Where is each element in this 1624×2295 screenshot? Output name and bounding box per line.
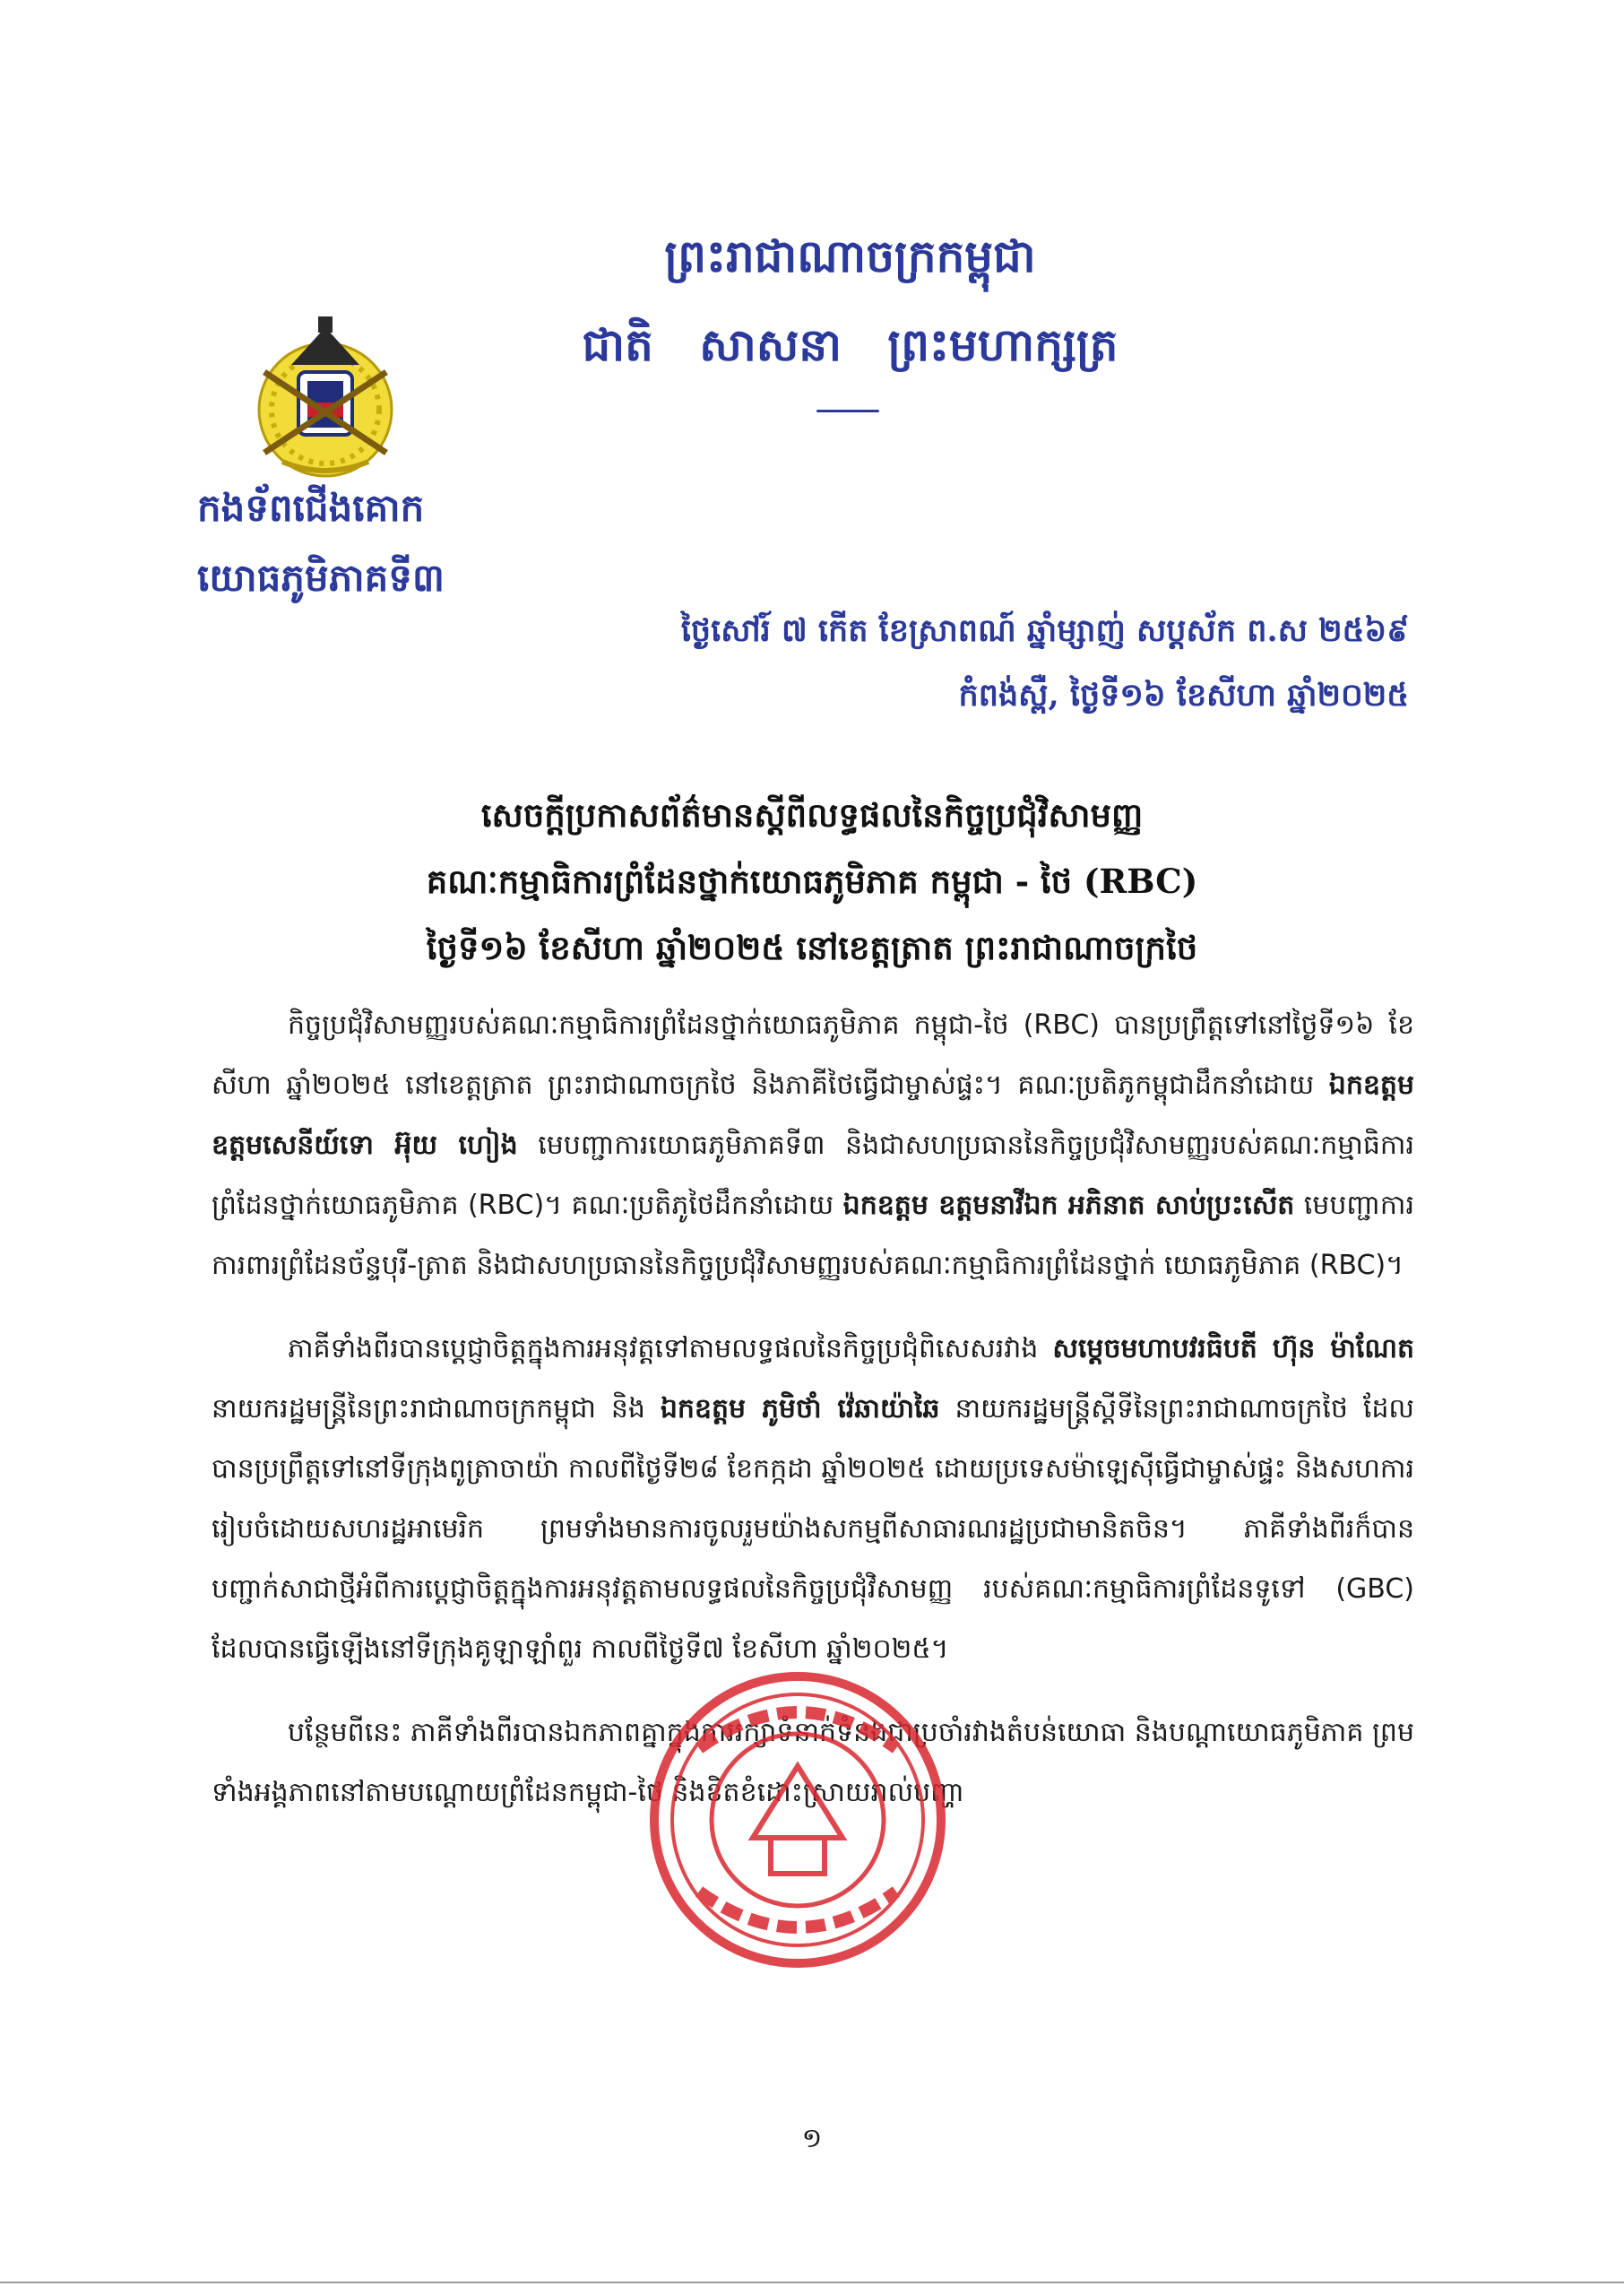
kingdom-name: ព្រះរាជាណាចក្រកម្ពុជា: [664, 230, 1036, 282]
page-number: ១: [801, 2123, 823, 2154]
solar-date: កំពង់ស្ពឺ, ថ្ងៃទី១៦ ខែសីហា ឆ្នាំ២០២៥: [958, 677, 1409, 714]
unit-region: យោធភូមិភាគទី៣: [197, 556, 445, 600]
paragraph-3: បន្ថែមពីនេះ ភាគីទាំងពីរបានឯកភាពគ្នាក្នុងការរក្សាទំនាក់ទំនងជាប្រចាំរវាងតំបន់យោធា និងបណ្តាយោធភូមិភាគ ព្រមទាំងអង្គភាពនៅតាមបណ្តោយព្រំដែនកម្ពុជា-ថៃ និងខិតខំដោះស្រាយរាល់បញ្ហា: [212, 1717, 1414, 1808]
issuing-unit: [197, 473, 445, 613]
paragraph-1: [212, 995, 1414, 1295]
title-line-1: សេចក្តីប្រកាសព័ត៌មានស្តីពីលទ្ធផលនៃកិច្ចប្រជុំវិសាមញ្ញ: [480, 795, 1144, 835]
paragraph-2-text-a: ភាគីទាំងពីរបានប្តេជ្ញាចិត្តក្នុងការអនុវត្តទៅតាមលទ្ធផលនៃកិច្ចប្រជុំពិសេសរវាង: [288, 1333, 1053, 1364]
paragraph-2-text-b: នាយករដ្ឋមន្ត្រីនៃព្រះរាជាណាចក្រកម្ពុជា និង: [212, 1393, 661, 1425]
paragraph-2-name-cambodia-pm: សម្តេចមហាបវរធិបតី ហ៊ុន ម៉ាណែត: [1052, 1333, 1415, 1364]
paragraph-1-text-c: មេបញ្ជាការការពារព្រំដែនច័ន្ទបុរី-ត្រាត និងជាសហប្រធាននៃកិច្ចប្រជុំវិសាមញ្ញរបស់គណៈកម្មាធិការព្រំដែនថ្នាក់ យោធភូមិភាគ (RBC)។: [212, 1190, 1414, 1281]
paragraph-1-text-b: មេបញ្ជាការយោធភូមិភាគទី៣ និងជាសហប្រធាននៃកិច្ចប្រជុំវិសាមញ្ញរបស់គណៈកម្មាធិការព្រំដែនថ្នាក់យោធភូមិភាគ (RBC)។ គណៈប្រតិភូថៃដឹកនាំដោយ: [212, 1130, 1414, 1221]
official-seal-icon: [645, 1667, 950, 1972]
document-date: [602, 599, 1409, 728]
title-line-2: គណៈកម្មាធិការព្រំដែនថ្នាក់យោធភូមិភាគ កម្ពុជា - ថៃ (RBC): [426, 862, 1198, 901]
national-motto: ជាតិ សាសនា ព្រះមហាក្សត្រ: [582, 318, 1119, 371]
paragraph-2-name-thailand-pm: ឯកឧត្តម ភូមិថាំ វ៉េឆាយ៉ាឆៃ: [660, 1393, 940, 1425]
lunar-date: ថ្ងៃសៅរ៍ ៧ កើត ខែស្រាពណ៍ ឆ្នាំម្សាញ់ សប្តស័ក ព.ស ២៥៦៩: [680, 612, 1409, 649]
paragraph-2-text-c: នាយករដ្ឋមន្ត្រីស្តីទីនៃព្រះរាជាណាចក្រថៃ ដែលបានប្រព្រឹត្តទៅនៅទីក្រុងពូត្រាចាយ៉ា កាលពីថ្ងៃទី២៨ ខែកក្កដា ឆ្នាំ២០២៥ ដោយប្រទេសម៉ាឡេស៊ីធ្វើជាម្ចាស់ផ្ទះ និងសហការរៀបចំដោយសហរដ្ឋអាមេរិក ព្រមទាំងមានការចូលរួមយ៉ាងសកម្មពីសាធារណរដ្ឋប្រជាមានិតចិន។ ភាគីទាំងពីរក៏បានបញ្ជាក់សាជាថ្មីអំពីការប្តេជ្ញាចិត្តក្នុងការអនុវត្តតាមលទ្ធផលនៃកិច្ចប្រជុំវិសាមញ្ញ របស់គណៈកម្មាធិការព្រំដែនទូទៅ (GBC) ដែលបានធ្វើឡើងនៅទីក្រុងគូឡាឡាំពួរ កាលពីថ្ងៃទី៧ ខែសីហា ឆ្នាំ២០២៥។: [212, 1393, 1414, 1665]
paragraph-1-text-a: កិច្ចប្រជុំវិសាមញ្ញរបស់គណៈកម្មាធិការព្រំដែនថ្នាក់យោធភូមិភាគ កម្ពុជា-ថៃ (RBC) បានប្រព្រឹត្តទៅនៅថ្ងៃទី១៦ ខែសីហា ឆ្នាំ២០២៥ នៅខេត្តត្រាត ព្រះរាជាណាចក្រថៃ និងភាគីថៃធ្វើជាម្ចាស់ផ្ទះ។ គណៈប្រតិភូកម្ពុជាដឹកនាំដោយ: [212, 1009, 1414, 1101]
unit-army: កងទ័ពជើងគោក: [197, 486, 425, 530]
document-title: [0, 782, 1624, 981]
title-line-3: ថ្ងៃទី១៦ ខែសីហា ឆ្នាំ២០២៥ នៅខេត្តត្រាត ព្រះរាជាណាចក្រថៃ: [426, 928, 1198, 967]
military-emblem-icon: [229, 309, 421, 480]
paragraph-1-name-cambodia: ឯកឧត្តម ឧត្តមសេនីយ៍ទោ អ៊ុយ ហៀង: [212, 1070, 1414, 1161]
page-bottom-rule: [0, 2282, 1624, 2283]
paragraph-1-name-thailand: ឯកឧត្តម ឧត្តមនាវីឯក អភិនាត សាប់ប្រះសើត: [842, 1190, 1295, 1221]
paragraph-2: [212, 1319, 1414, 1679]
header-divider: [816, 410, 879, 412]
